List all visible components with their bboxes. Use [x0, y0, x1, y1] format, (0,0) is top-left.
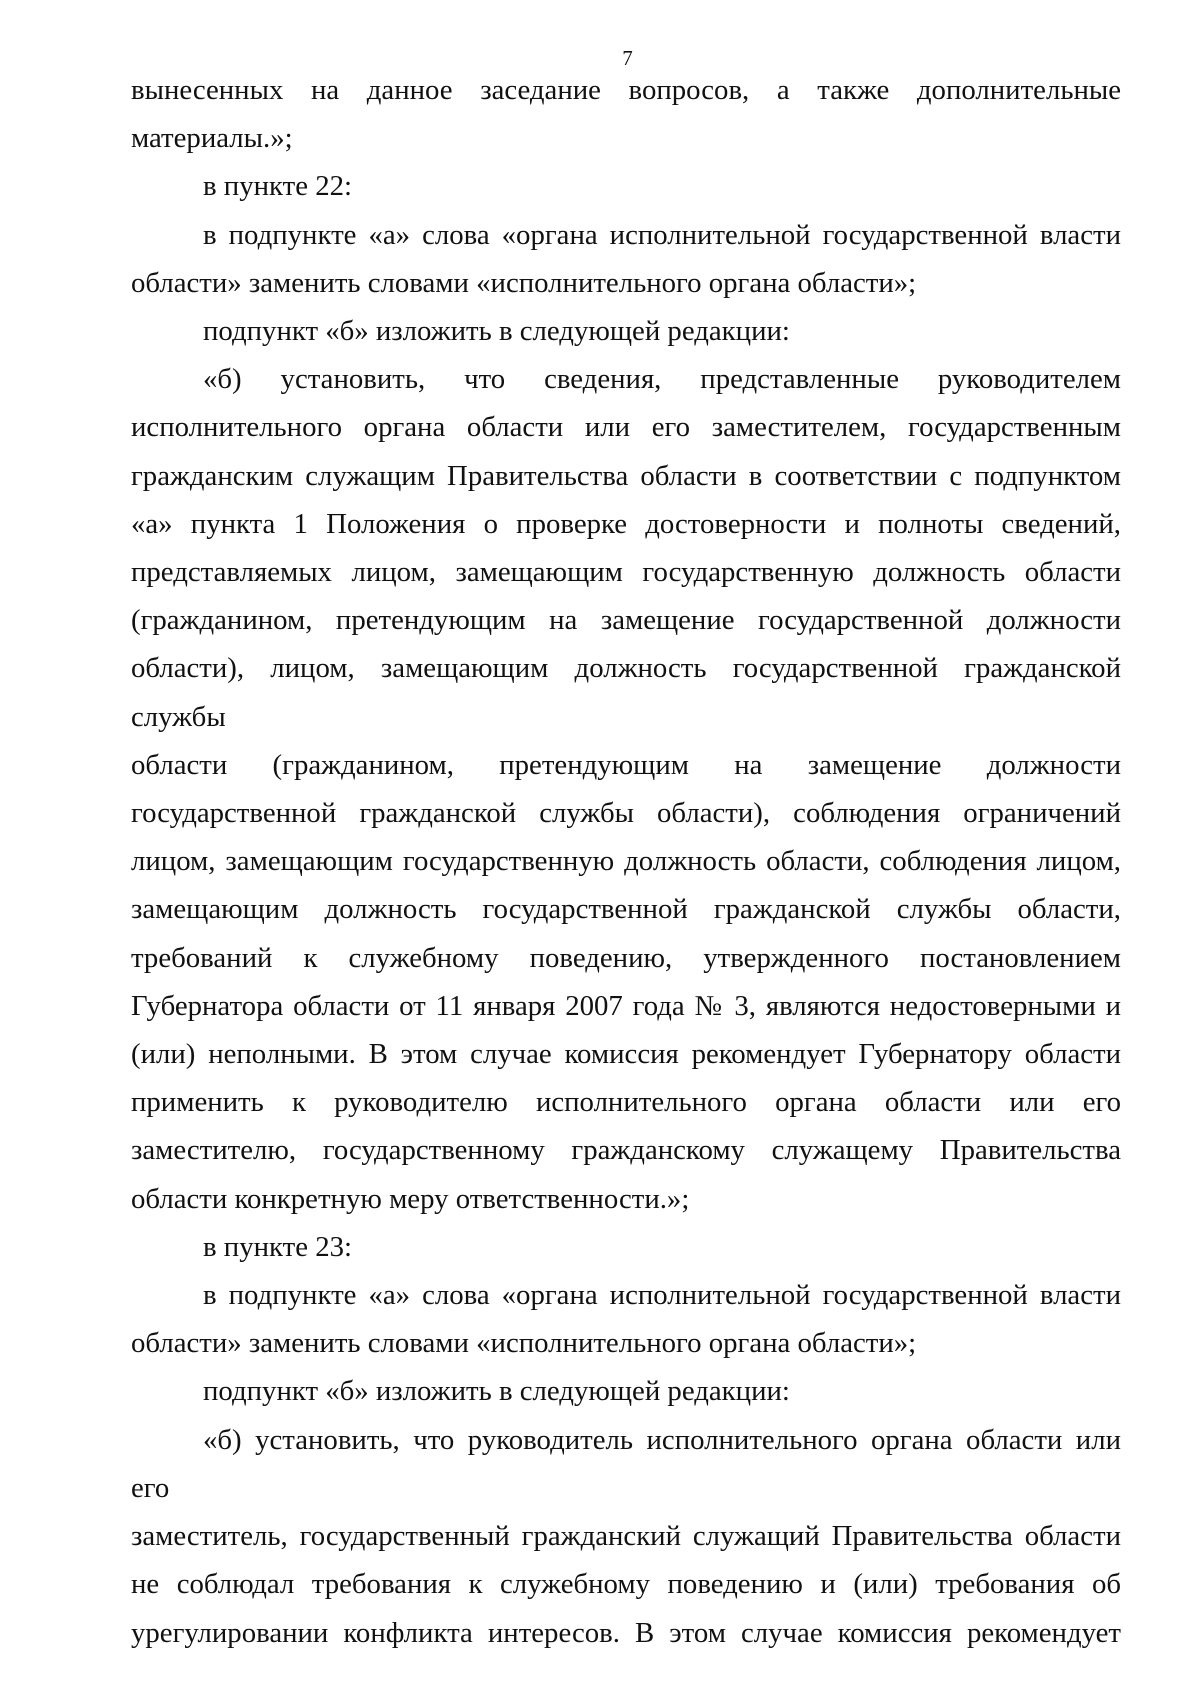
text-line: в подпункте «а» слова «органа исполнительной государственной власти [203, 218, 1121, 251]
text-line: Губернатора области от 11 января 2007 года № 3, являются недостоверными и [131, 989, 1121, 1022]
text-line: в пункте 22: [203, 170, 352, 203]
text-line: области), лицом, замещающим должность государственной гражданской службы [131, 652, 1121, 733]
text-line: «б) установить, что руководитель исполнительного органа области или его [131, 1423, 1121, 1504]
text-line: в пункте 23: [203, 1230, 352, 1263]
page-number: 7 [622, 46, 633, 70]
text-line: заместитель, государственный гражданский служащий Правительства области [131, 1520, 1121, 1553]
text-line: подпункт «б» изложить в следующей редакции: [203, 1375, 790, 1408]
text-line: подпункт «б» изложить в следующей редакции: [203, 315, 790, 348]
text-line: замещающим должность государственной гражданской службы области, [131, 893, 1121, 926]
text-line: исполнительного органа области или его заместителем, государственным [131, 411, 1121, 444]
text-line: не соблюдал требования к служебному поведению и (или) требования об [131, 1568, 1121, 1601]
text-line: заместителю, государственному гражданскому служащему Правительства [131, 1134, 1121, 1167]
text-line: вынесенных на данное заседание вопросов, а также дополнительные [131, 74, 1121, 106]
text-line: требований к служебному поведению, утвержденного постановлением [131, 941, 1121, 974]
text-line: (гражданином, претендующим на замещение государственной должности [131, 604, 1121, 637]
text-line: «б) установить, что сведения, представленные руководителем [203, 363, 1121, 396]
text-line: (или) неполными. В этом случае комиссия рекомендует Губернатору области [131, 1038, 1121, 1071]
document-body [131, 66, 1121, 1657]
text-line: области» заменить словами «исполнительного органа области»; [131, 266, 917, 299]
text-line: материалы.»; [131, 122, 293, 155]
text-line: государственной гражданской службы области), соблюдения ограничений [131, 797, 1121, 830]
text-line: урегулировании конфликта интересов. В этом случае комиссия рекомендует [131, 1616, 1121, 1649]
text-line: применить к руководителю исполнительного органа области или его [131, 1086, 1121, 1119]
text-line: гражданским служащим Правительства области в соответствии с подпунктом [131, 459, 1121, 492]
text-line: представляемых лицом, замещающим государственную должность области [131, 556, 1121, 589]
text-line: области» заменить словами «исполнительного органа области»; [131, 1327, 917, 1360]
text-line: «а» пункта 1 Положения о проверке достоверности и полноты сведений, [131, 507, 1121, 540]
text-line: лицом, замещающим государственную должность области, соблюдения лицом, [131, 845, 1121, 878]
text-line: области (гражданином, претендующим на замещение должности [131, 748, 1121, 781]
text-line: области конкретную меру ответственности.»; [131, 1182, 690, 1215]
text-line: в подпункте «а» слова «органа исполнительной государственной власти [203, 1279, 1121, 1312]
